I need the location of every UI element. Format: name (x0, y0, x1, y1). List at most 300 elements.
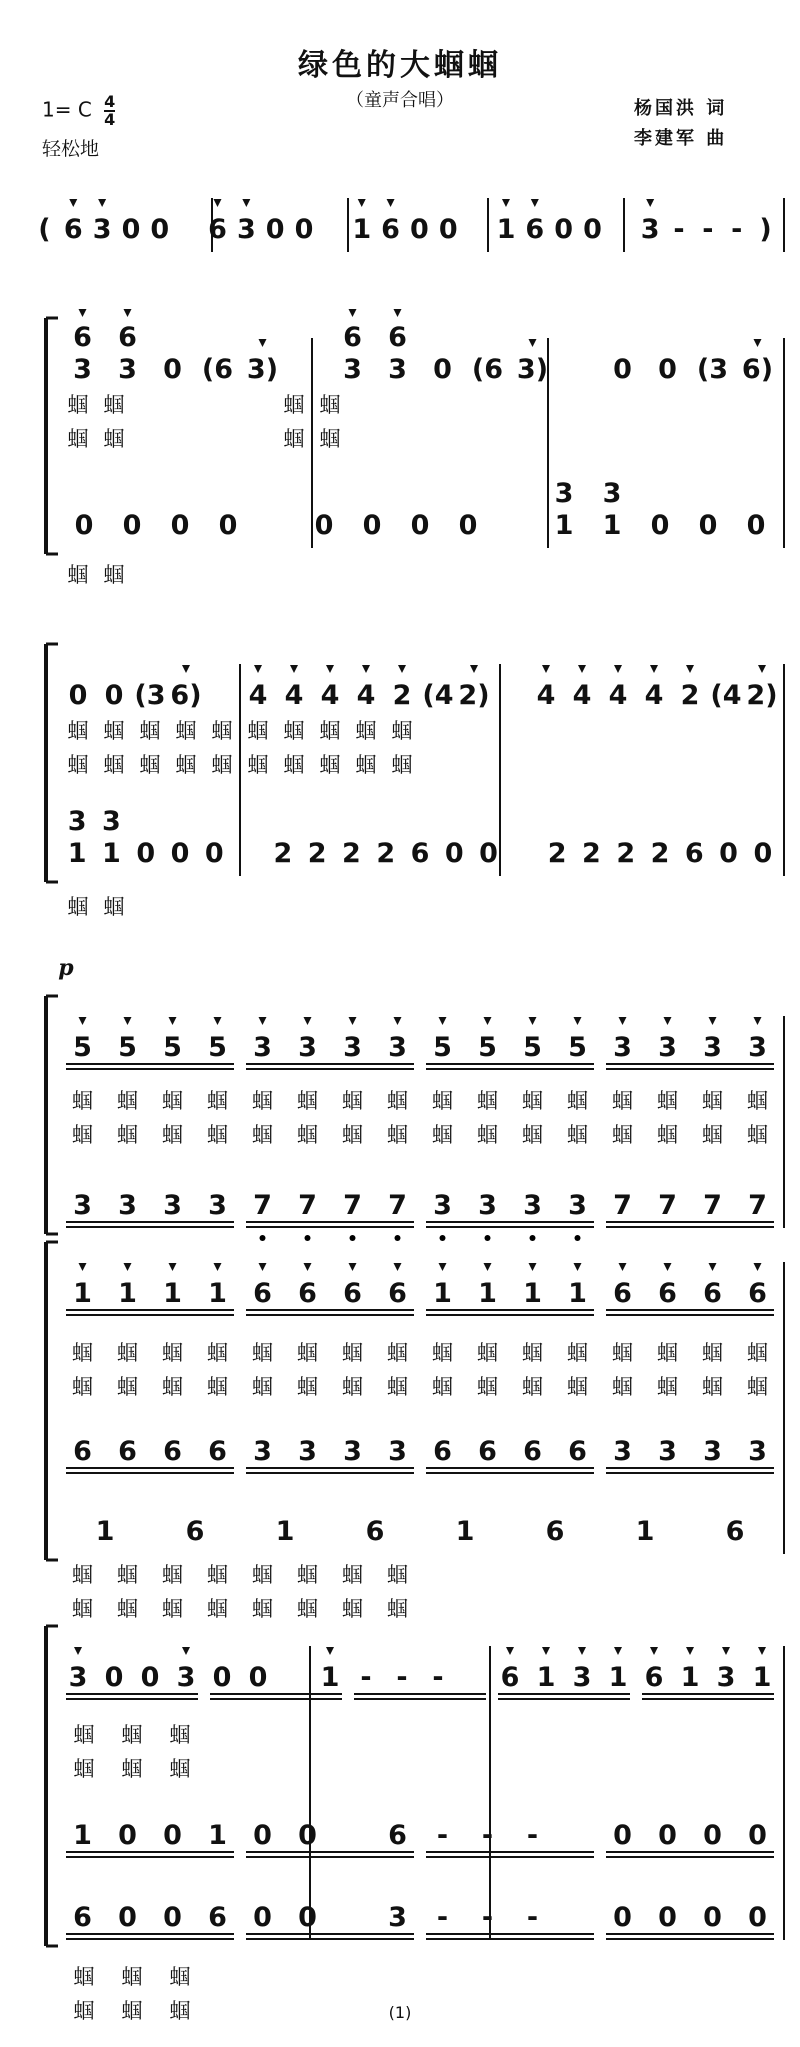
note: 6 (388, 1278, 407, 1309)
note: - (432, 1662, 444, 1693)
note: 0 (613, 354, 632, 385)
note: 2 (273, 838, 293, 869)
note: 0 (658, 1820, 677, 1851)
accent-mark (758, 1647, 766, 1655)
note: 0 (74, 510, 94, 541)
note: 5 (478, 1032, 497, 1063)
note: 2) (746, 680, 778, 711)
lyric-syllable: 蝈 (207, 1375, 228, 1399)
note: 6 (343, 1278, 362, 1309)
lyric-syllable: 蝈 (169, 1965, 191, 1989)
lyric-syllable: 蝈 (522, 1089, 543, 1113)
lyric-syllable: 蝈 (207, 1341, 228, 1365)
lyric-syllable: 蝈 (121, 1757, 143, 1781)
note: 5 (208, 1032, 227, 1063)
note: 1 (73, 1820, 92, 1851)
accent-mark (578, 1647, 586, 1655)
note: 6 (381, 214, 400, 245)
note: 0 (410, 214, 429, 245)
lyric-syllable: 蝈 (342, 1123, 363, 1147)
lyric-syllable: 蝈 (103, 719, 125, 743)
lyric-syllable: 蝈 (247, 719, 269, 743)
note: 4 (356, 680, 376, 711)
note: 4 (248, 680, 268, 711)
accent-mark (349, 1017, 357, 1025)
lyric-syllable: 蝈 (117, 1123, 138, 1147)
note: - (436, 1902, 449, 1933)
note: 1 (455, 1516, 475, 1547)
lyric-syllable: 蝈 (117, 1563, 138, 1587)
note: 1 (163, 1278, 182, 1309)
note: 0 (265, 214, 285, 245)
lyric-syllable: 蝈 (252, 1597, 273, 1621)
accent-mark (578, 665, 586, 673)
accent-mark (439, 1263, 447, 1271)
note: 3 (523, 1190, 542, 1221)
lyric-syllable: 蝈 (162, 1597, 183, 1621)
note: 0 (163, 1820, 182, 1851)
lyric-syllable: 蝈 (73, 1757, 95, 1781)
note: 0 (748, 1902, 767, 1933)
note: 3 (388, 1902, 407, 1933)
accent-mark (531, 199, 539, 207)
accent-mark (79, 1017, 87, 1025)
note: 6 (388, 1820, 407, 1851)
lyricist-credit: 杨国洪 词 (634, 98, 728, 119)
note: 1 (73, 1278, 92, 1309)
note: 2 (650, 838, 670, 869)
lyric-syllable: 蝈 (747, 1341, 768, 1365)
lyric-syllable: 蝈 (162, 1089, 183, 1113)
lyric-syllable: 蝈 (139, 719, 161, 743)
note: 6 (253, 1278, 272, 1309)
note: 3 (253, 1032, 272, 1063)
note: 3 (163, 1190, 182, 1221)
lyric-syllable: 蝈 (657, 1089, 678, 1113)
lyric-syllable: 蝈 (432, 1123, 453, 1147)
accent-mark (259, 1017, 267, 1025)
note: 3 (433, 1190, 452, 1221)
note: 7 (658, 1190, 677, 1221)
note: 4 (644, 680, 664, 711)
note: 0 (163, 354, 182, 385)
note: 3 (716, 1662, 736, 1693)
chord-lower-note: 3 (388, 354, 407, 385)
note: 0 (163, 1902, 182, 1933)
accent-mark (326, 1647, 334, 1655)
note: 3 (73, 1190, 92, 1221)
note: 6 (208, 1436, 227, 1467)
lyric-syllable: 蝈 (432, 1089, 453, 1113)
note: 3 (118, 1190, 137, 1221)
key-label: 1= C (42, 97, 92, 122)
lyric-syllable: 蝈 (297, 1597, 318, 1621)
lyric-syllable: 蝈 (162, 1563, 183, 1587)
chord-lower-note: 1 (102, 838, 121, 869)
composer-credit: 李建军 曲 (634, 128, 728, 149)
note: 0 (121, 214, 141, 245)
low-octave-dot (575, 1235, 581, 1241)
lyric-syllable: 蝈 (121, 1723, 143, 1747)
note: 3 (68, 1662, 88, 1693)
lyric-syllable: 蝈 (252, 1563, 273, 1587)
lyric-syllable: 蝈 (297, 1375, 318, 1399)
note: 0 (253, 1820, 272, 1851)
note: 2 (616, 838, 636, 869)
lyric-syllable: 蝈 (117, 1597, 138, 1621)
note: 0 (698, 510, 718, 541)
note: 3 (388, 1032, 407, 1063)
accent-mark (79, 309, 87, 317)
lyric-syllable: 蝈 (477, 1341, 498, 1365)
accent-mark (650, 665, 658, 673)
lyric-syllable: 蝈 (319, 427, 341, 451)
note: 5 (568, 1032, 587, 1063)
lyric-syllable: 蝈 (283, 753, 305, 777)
lyric-syllable: 蝈 (162, 1123, 183, 1147)
lyric-syllable: 蝈 (567, 1375, 588, 1399)
lyric-syllable: 蝈 (103, 563, 125, 587)
note: 1 (95, 1516, 115, 1547)
accent-mark (182, 665, 190, 673)
note: 0 (433, 354, 452, 385)
accent-mark (484, 1263, 492, 1271)
note: 0 (68, 680, 88, 711)
note: 3 (748, 1032, 767, 1063)
chord-lower-note: 1 (67, 838, 87, 869)
page-number: (1) (388, 2003, 412, 2022)
lyric-syllable: 蝈 (67, 427, 89, 451)
note: 0 (122, 510, 142, 541)
chord-upper-note: 6 (118, 322, 137, 353)
note: 3 (343, 1436, 362, 1467)
note: 2 (680, 680, 700, 711)
lyric-syllable: 蝈 (432, 1341, 453, 1365)
lyric-syllable: 蝈 (175, 719, 197, 743)
lyric-syllable: 蝈 (297, 1089, 318, 1113)
note: 0 (118, 1820, 137, 1851)
lyric-syllable: 蝈 (319, 393, 341, 417)
lyric-syllable: 蝈 (72, 1089, 93, 1113)
page-title: 绿色的大蝈蝈 (298, 48, 502, 83)
note: 7 (388, 1190, 407, 1221)
accent-mark (124, 1263, 132, 1271)
note: 6 (545, 1516, 565, 1547)
note: 3) (516, 354, 549, 385)
note: 7 (253, 1190, 272, 1221)
note: 0 (479, 838, 498, 869)
chord-lower-note: 3 (343, 354, 362, 385)
lyric-syllable: 蝈 (73, 1723, 95, 1747)
note: 0 (650, 510, 670, 541)
lyric-syllable: 蝈 (252, 1341, 273, 1365)
note: 6 (433, 1436, 452, 1467)
note: 6 (163, 1436, 182, 1467)
note: 2 (376, 838, 396, 869)
note: 6 (298, 1278, 317, 1309)
note: 1 (523, 1278, 542, 1309)
accent-mark (387, 199, 395, 207)
lyric-syllable: 蝈 (211, 719, 233, 743)
lyric-syllable: 蝈 (612, 1089, 633, 1113)
note: 3 (572, 1662, 592, 1693)
accent-mark (259, 1263, 267, 1271)
note: 5 (523, 1032, 542, 1063)
note: 0 (444, 838, 464, 869)
note: 1 (118, 1278, 137, 1309)
decorations (58, 199, 774, 1939)
chord-upper-note: 3 (602, 478, 622, 509)
note: 1 (496, 214, 516, 245)
lyric-syllable: 蝈 (522, 1341, 543, 1365)
lyric-syllable: 蝈 (657, 1375, 678, 1399)
lyric-syllable: 蝈 (283, 393, 305, 417)
lyric-syllable: 蝈 (477, 1089, 498, 1113)
chord-lower-note: 3 (73, 354, 92, 385)
note: 0 (136, 838, 156, 869)
note: 0 (410, 510, 430, 541)
note: 4 (572, 680, 592, 711)
note: 3 (298, 1032, 317, 1063)
note: 0 (748, 1820, 767, 1851)
lyric-syllable: 蝈 (477, 1375, 498, 1399)
note: 1 (352, 214, 372, 245)
note: 6 (725, 1516, 745, 1547)
lyric-syllable: 蝈 (72, 1123, 93, 1147)
note: 6 (73, 1436, 92, 1467)
note: 6 (658, 1278, 677, 1309)
lyric-syllable: 蝈 (342, 1375, 363, 1399)
lyric-syllable: 蝈 (702, 1341, 723, 1365)
note: - (526, 1902, 539, 1933)
lyric-syllable: 蝈 (319, 753, 341, 777)
lyric-syllable: 蝈 (612, 1375, 633, 1399)
note: 6 (684, 838, 704, 869)
accent-mark (326, 665, 334, 673)
note: 6 (208, 1902, 227, 1933)
lyric-syllable: 蝈 (72, 1341, 93, 1365)
note: 3 (208, 1190, 227, 1221)
note: 6 (73, 1902, 92, 1933)
note: 6 (644, 1662, 664, 1693)
lyric-syllable: 蝈 (477, 1123, 498, 1147)
note: 3 (92, 214, 112, 245)
accent-mark (214, 1017, 222, 1025)
low-octave-dot (485, 1235, 491, 1241)
note: 7 (703, 1190, 722, 1221)
note: 0 (294, 214, 314, 245)
lyric-syllable: 蝈 (747, 1089, 768, 1113)
accent-mark (686, 665, 694, 673)
note: - (731, 214, 743, 245)
chord-upper-note: 3 (554, 478, 574, 509)
chord-lower-note: 1 (602, 510, 622, 541)
lyric-syllable: 蝈 (387, 1375, 408, 1399)
lyric-syllable: 蝈 (387, 1563, 408, 1587)
note: 0 (703, 1820, 722, 1851)
accent-mark (754, 1263, 762, 1271)
accent-mark (574, 1263, 582, 1271)
note: 6) (170, 680, 202, 711)
note: 0 (248, 1662, 268, 1693)
accent-mark (398, 665, 406, 673)
tempo-marking: 轻松地 (42, 138, 100, 160)
low-octave-dot (260, 1235, 266, 1241)
accent-mark (542, 1647, 550, 1655)
note: 4 (536, 680, 556, 711)
accent-mark (182, 1647, 190, 1655)
note: 4 (320, 680, 340, 711)
note: - (481, 1902, 494, 1933)
lyric-syllable: 蝈 (355, 719, 377, 743)
note: 3 (703, 1032, 722, 1063)
note: 0 (314, 510, 334, 541)
lyric-syllable: 蝈 (432, 1375, 453, 1399)
note: 0 (298, 1902, 317, 1933)
lyric-syllable: 蝈 (67, 753, 89, 777)
note: 3 (568, 1190, 587, 1221)
accent-mark (169, 1017, 177, 1025)
note: 6 (118, 1436, 137, 1467)
note: 0 (658, 354, 677, 385)
lyric-syllable: 蝈 (67, 719, 89, 743)
accent-mark (529, 1017, 537, 1025)
note: 3) (246, 354, 279, 385)
note: 3 (298, 1436, 317, 1467)
accent-mark (664, 1017, 672, 1025)
lyric-syllable: 蝈 (73, 1999, 95, 2023)
note: (3 (696, 354, 729, 385)
accent-mark (394, 1263, 402, 1271)
lyric-syllable: 蝈 (702, 1375, 723, 1399)
lyric-syllable: 蝈 (72, 1597, 93, 1621)
note: 6 (525, 214, 545, 245)
accent-mark (542, 665, 550, 673)
note: 3 (658, 1436, 677, 1467)
note: 7 (613, 1190, 632, 1221)
accent-mark (69, 199, 77, 207)
lyric-syllable: 蝈 (342, 1341, 363, 1365)
note: 0 (140, 1662, 160, 1693)
lyric-syllable: 蝈 (169, 1757, 191, 1781)
chord-upper-note: 3 (67, 806, 87, 837)
note: 1 (478, 1278, 497, 1309)
lyric-syllable: 蝈 (207, 1597, 228, 1621)
lyric-syllable: 蝈 (207, 1089, 228, 1113)
note: 0 (204, 838, 224, 869)
note: 1 (208, 1278, 227, 1309)
note: (6 (471, 354, 504, 385)
accent-mark (214, 199, 222, 207)
lyric-syllable: 蝈 (169, 1999, 191, 2023)
note: - (702, 214, 714, 245)
accent-mark (394, 309, 402, 317)
lyric-syllable: 蝈 (252, 1123, 273, 1147)
accent-mark (214, 1263, 222, 1271)
lyric-syllable: 蝈 (283, 719, 305, 743)
low-octave-dot (530, 1235, 536, 1241)
accent-mark (169, 1263, 177, 1271)
lyric-syllable: 蝈 (567, 1123, 588, 1147)
accent-mark (304, 1263, 312, 1271)
note: 0 (554, 214, 574, 245)
note: 0 (253, 1902, 272, 1933)
lyric-syllable: 蝈 (319, 719, 341, 743)
accent-mark (754, 1017, 762, 1025)
note: 6 (410, 838, 430, 869)
accent-mark (646, 199, 654, 207)
lyric-syllable: 蝈 (67, 563, 89, 587)
note: 7 (298, 1190, 317, 1221)
lyric-syllable: 蝈 (121, 1999, 143, 2023)
lyric-syllable: 蝈 (387, 1123, 408, 1147)
note: - (396, 1662, 408, 1693)
note: 2 (307, 838, 327, 869)
lyric-syllable: 蝈 (387, 1597, 408, 1621)
lyric-syllable: 蝈 (391, 719, 413, 743)
note: 1 (680, 1662, 700, 1693)
lyric-syllable: 蝈 (702, 1123, 723, 1147)
lyric-syllable: 蝈 (283, 427, 305, 451)
accent-mark (506, 1647, 514, 1655)
note: (3 (134, 680, 166, 711)
lyric-syllable: 蝈 (747, 1123, 768, 1147)
note: 6 (523, 1436, 542, 1467)
lyric-syllable: 蝈 (297, 1341, 318, 1365)
note: 0 (613, 1902, 632, 1933)
note: 0 (658, 1902, 677, 1933)
lyric-syllable: 蝈 (567, 1089, 588, 1113)
note: 0 (170, 838, 190, 869)
lyric-syllable: 蝈 (139, 753, 161, 777)
lyric-syllable: 蝈 (522, 1123, 543, 1147)
note: - (436, 1820, 449, 1851)
low-octave-dot (440, 1235, 446, 1241)
accent-mark (79, 1263, 87, 1271)
accent-mark (242, 199, 250, 207)
note: 1 (275, 1516, 295, 1547)
note: 2 (582, 838, 601, 869)
note: 5 (73, 1032, 92, 1063)
accent-mark (439, 1017, 447, 1025)
note: 5 (118, 1032, 137, 1063)
accent-mark (529, 1263, 537, 1271)
note: 6) (741, 354, 774, 385)
lyric-syllable: 蝈 (72, 1375, 93, 1399)
accent-mark (502, 199, 510, 207)
lyric-syllable: 蝈 (342, 1597, 363, 1621)
lyric-syllable: 蝈 (169, 1723, 191, 1747)
note: 6 (208, 214, 227, 245)
lyric-syllable: 蝈 (117, 1375, 138, 1399)
note: 0 (719, 838, 738, 869)
note: 1 (752, 1662, 772, 1693)
note: (4 (422, 680, 454, 711)
lyric-syllable: 蝈 (387, 1341, 408, 1365)
note: 3 (703, 1436, 722, 1467)
accent-mark (484, 1017, 492, 1025)
note: 6 (613, 1278, 632, 1309)
lyric-syllable: 蝈 (342, 1563, 363, 1587)
note: (6 (201, 354, 234, 385)
accent-mark (758, 665, 766, 673)
lyric-syllable: 蝈 (657, 1341, 678, 1365)
note: 0 (613, 1820, 632, 1851)
note: 6 (703, 1278, 722, 1309)
note: 3 (343, 1032, 362, 1063)
note: - (481, 1820, 494, 1851)
note: 6 (568, 1436, 587, 1467)
